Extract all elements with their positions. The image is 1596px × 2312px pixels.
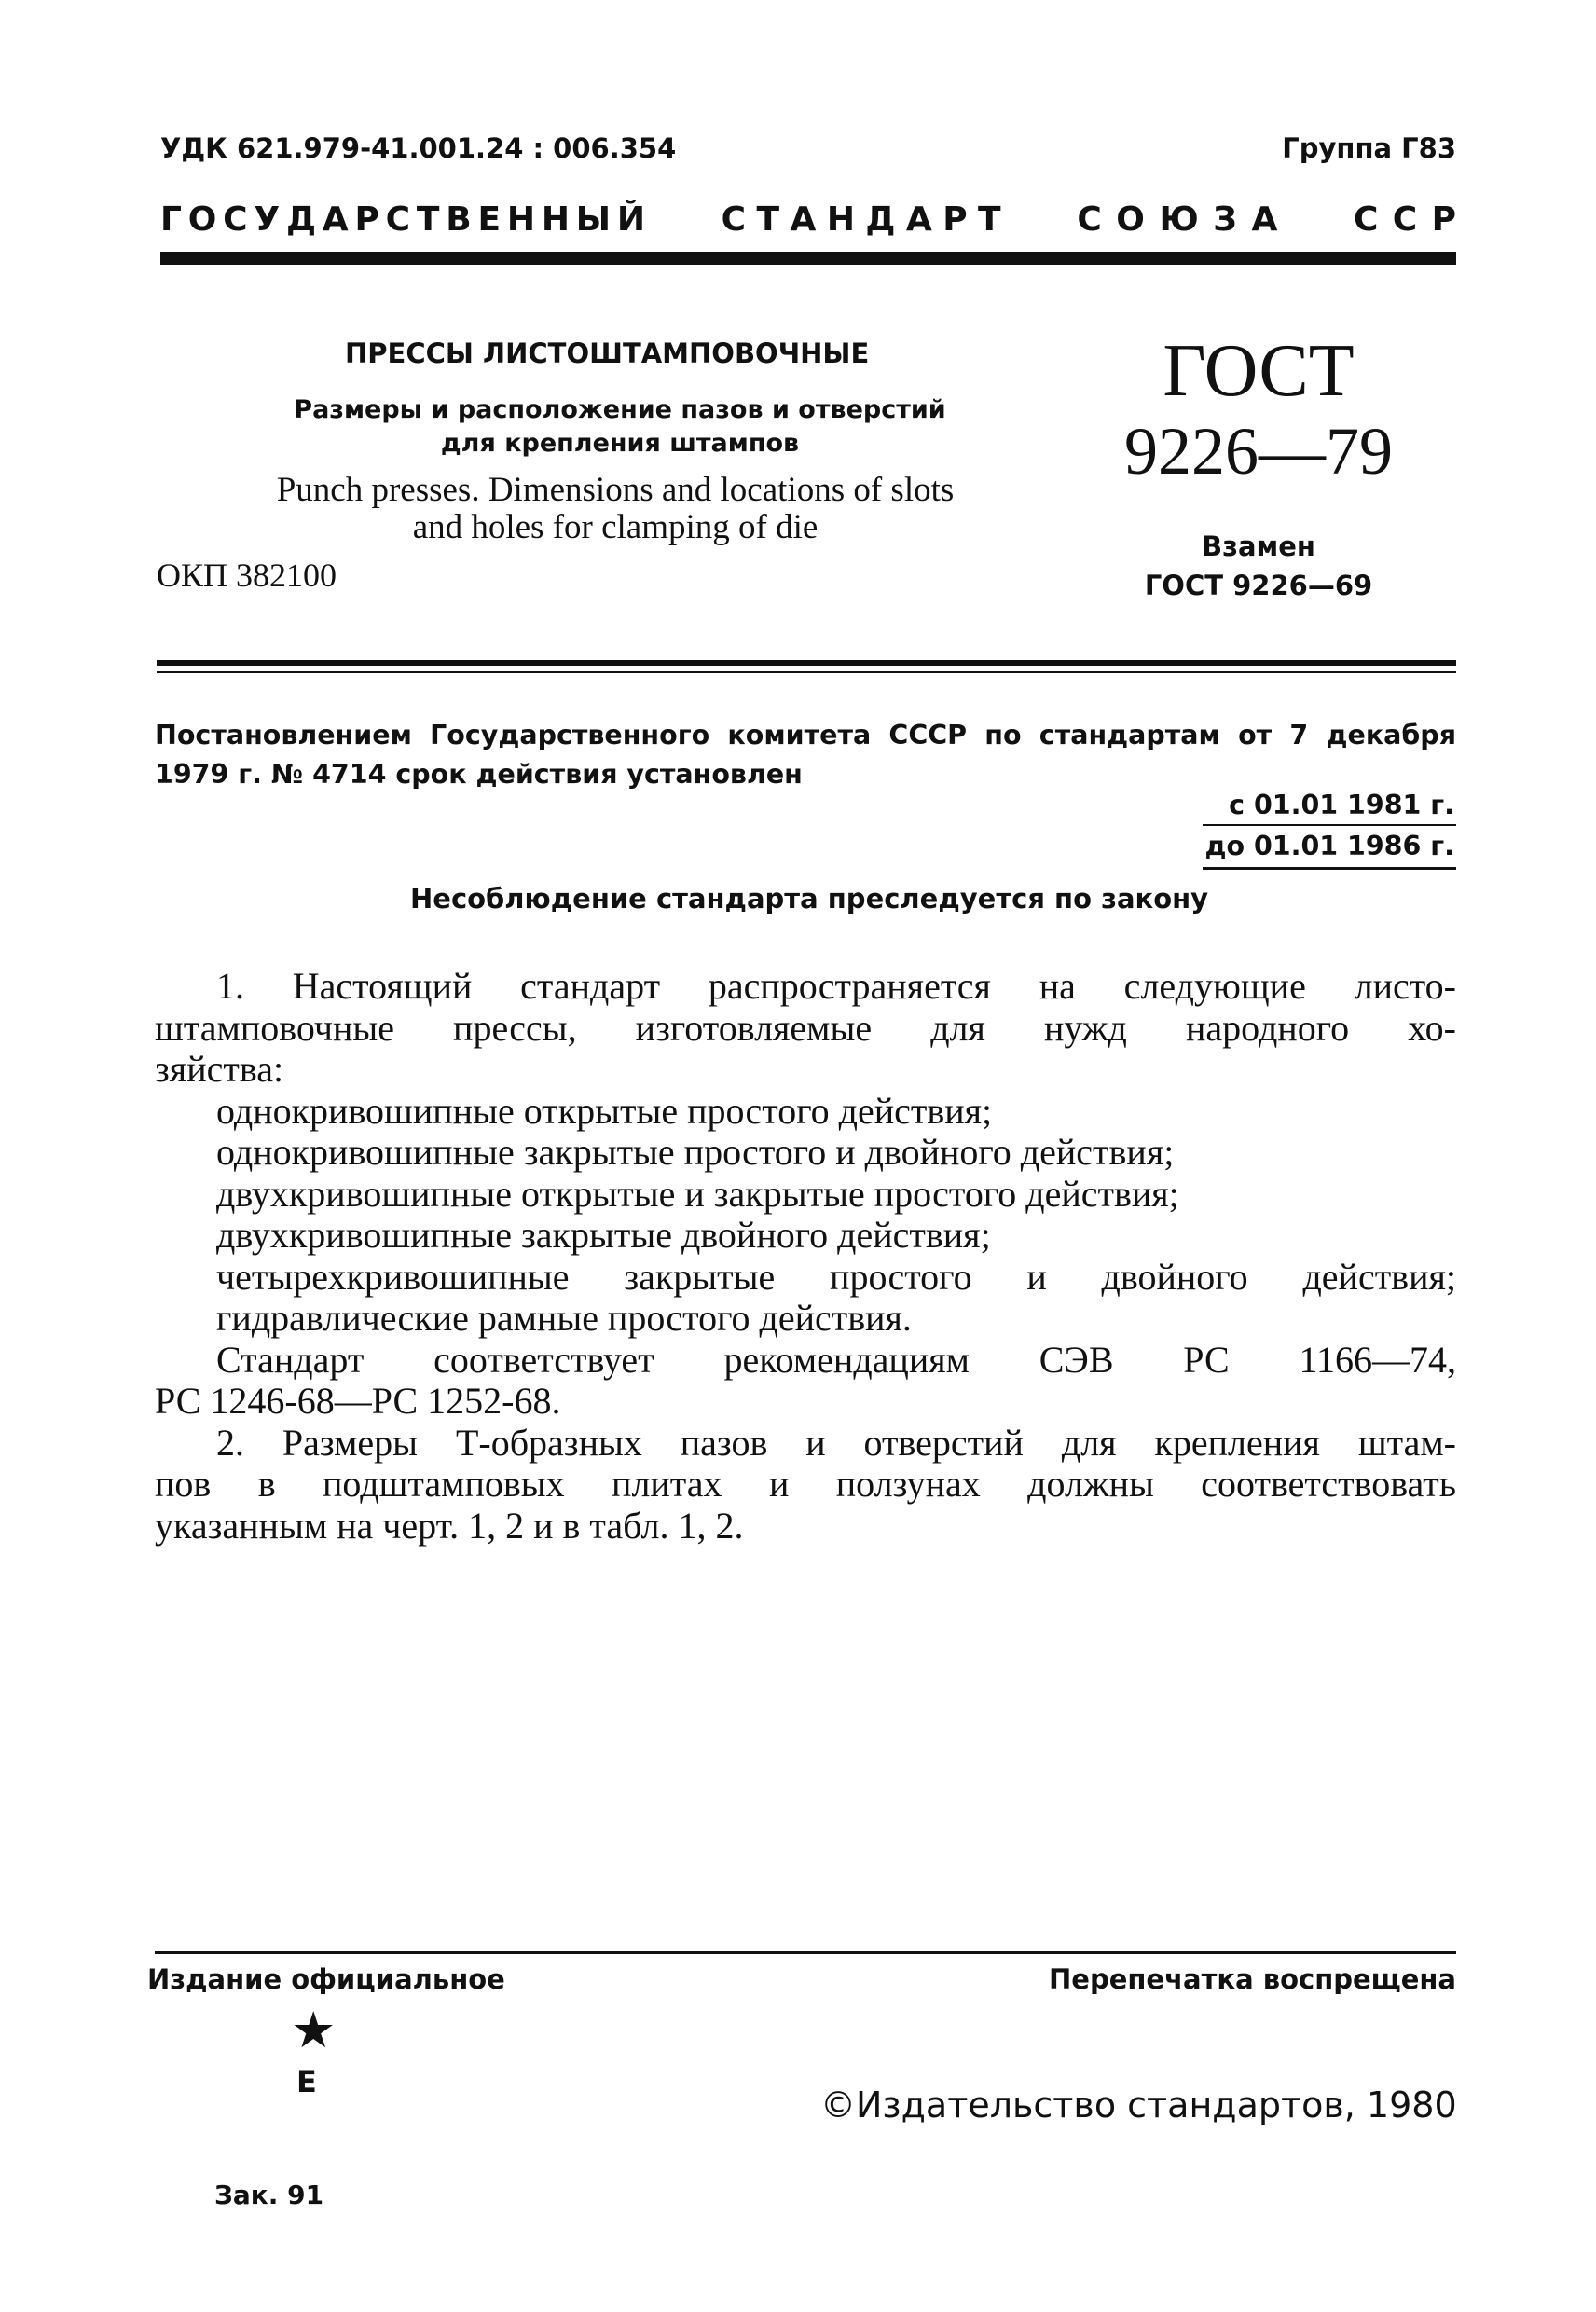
p3-line-3: указанным на черт. 1, 2 и в табл. 1, 2. [155, 1504, 744, 1547]
decree-line-2: 1979 г. № 4714 срок действия установлен [155, 759, 803, 790]
p1-line-3: зяйства: [155, 1048, 284, 1090]
title-russian: ПРЕССЫ ЛИСТОШТАМПОВОЧНЫЕ [345, 337, 870, 369]
valid-to: до 01.01 1986 г. [1204, 831, 1454, 861]
body-text [155, 966, 1456, 1547]
validity-dates [1184, 785, 1454, 867]
replaces-block [1081, 527, 1436, 605]
p1-line-1: 1. Настоящий стандарт распространяется на следующие листо- [216, 965, 1456, 1007]
group-code: Группа Г83 [1282, 132, 1456, 164]
list-item: однокривошипные закрытые простого и двойного действия; [216, 1131, 1175, 1173]
official-edition: Издание официальное [147, 1963, 505, 1995]
p1-line-2: штамповочные прессы, изготовляемые для нужд народного хо- [155, 1006, 1456, 1049]
subtitle-line-1: Размеры и расположение пазов и отверстий [294, 395, 946, 424]
list-item: четырехкривошипные закрытые простого и двойного действия; [216, 1255, 1456, 1298]
p2-line-2: РС 1246-68—РС 1252-68. [155, 1380, 561, 1422]
valid-from: с 01.01 1981 г. [1229, 790, 1454, 820]
date-underline-2 [1203, 867, 1456, 870]
publisher-copyright: ©Издательство стандартов, 1980 [820, 2085, 1457, 2126]
list-item: двухкривошипные закрытые двойного действия; [216, 1214, 991, 1256]
okp-code: ОКП 382100 [157, 557, 337, 594]
subtitle-line-2: для крепления штампов [440, 429, 800, 458]
list-item: гидравлические рамные простого действия. [216, 1297, 912, 1339]
banner-word-1: Г О С У Д А Р С Т В Е Н Н Ы Й [160, 200, 645, 239]
non-observance-notice: Несоблюдение стандарта преследуется по закону [410, 883, 1209, 915]
e-mark: Е [296, 2064, 317, 2099]
banner-word-3: С О Ю З А [1077, 200, 1278, 239]
udk-code: УДК 621.979-41.001.24 : 006.354 [160, 132, 677, 164]
replaces-label: Взамен [1202, 530, 1315, 562]
title-en-line-2: and holes for clamping of die [412, 508, 819, 546]
section-rule-thick [157, 660, 1456, 666]
title-english [186, 472, 1044, 546]
p3-line-2: пов в подштамповых плитах и ползунах должны соответствовать [155, 1463, 1456, 1505]
gost-designation [1100, 331, 1417, 491]
title-en-line-1: Punch presses. Dimensions and locations of slots [276, 471, 955, 509]
gost-number: 9226—79 [1124, 414, 1393, 489]
list-item: однокривошипные открытые простого действия; [216, 1089, 993, 1132]
decree-line-1: Постановлением Государственного комитета СССР по стандартам от 7 декабря [155, 720, 1456, 750]
banner-word-4: С С Р [1353, 200, 1456, 239]
state-standard-banner [160, 200, 1456, 239]
star-icon: ★ [291, 2002, 337, 2058]
banner-word-2: С Т А Н Д А Р Т [721, 200, 1001, 239]
p3-line-1: 2. Размеры Т-образных пазов и отверстий для крепления штам- [216, 1421, 1456, 1464]
reprint-forbidden: Перепечатка воспрещена [1049, 1963, 1456, 1995]
footer-rule [155, 1951, 1456, 1954]
gost-label: ГОСТ [1163, 330, 1355, 412]
header-rule [160, 252, 1456, 265]
subtitle-russian [252, 393, 988, 461]
p2-line-1: Стандарт соответствует рекомендациям СЭВ РС 1166—74, [216, 1338, 1456, 1381]
replaces-standard: ГОСТ 9226—69 [1144, 570, 1373, 601]
date-underline-1 [1203, 824, 1456, 826]
order-number: Зак. 91 [214, 2180, 324, 2210]
list-item: двухкривошипные открытые и закрытые простого действия; [216, 1172, 1179, 1215]
section-rule-thin [157, 671, 1456, 673]
decree-text [155, 716, 1456, 794]
